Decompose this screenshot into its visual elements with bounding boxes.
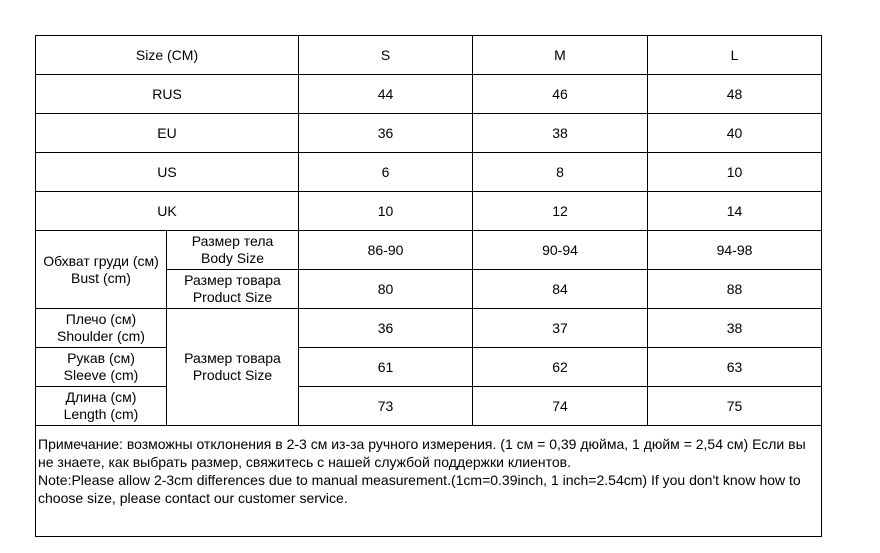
row-label: EU (36, 114, 299, 153)
row-label: US (36, 153, 299, 192)
cell-value: 74 (473, 387, 648, 426)
length-label-cell (36, 387, 167, 426)
shoulder-label-en: Shoulder (cm) (57, 328, 145, 344)
cell-value: 86-90 (299, 231, 473, 270)
header-row (36, 36, 822, 75)
sleeve-label-en: Sleeve (cm) (63, 367, 139, 383)
cell-value: 36 (299, 114, 473, 153)
size-header-cell: Size (CM) (36, 36, 299, 75)
shoulder-label-ru: Плечо (см) (65, 311, 137, 327)
table-row-eu (36, 114, 822, 153)
cell-value: 10 (299, 192, 473, 231)
cell-value: 6 (299, 153, 473, 192)
cell-value: 61 (299, 348, 473, 387)
sleeve-label-cell (36, 348, 167, 387)
length-label-ru: Длина (см) (65, 389, 137, 405)
cell-value: 46 (473, 75, 648, 114)
body-size-label-ru: Размер тела (191, 233, 274, 249)
bust-label-cell (36, 231, 167, 309)
cell-value: 38 (648, 309, 822, 348)
size-chart-table (35, 35, 822, 537)
table-row-sleeve (36, 348, 822, 387)
row-label: UK (36, 192, 299, 231)
cell-value: 8 (473, 153, 648, 192)
cell-value: 94-98 (648, 231, 822, 270)
note-row (36, 426, 822, 537)
cell-value: 40 (648, 114, 822, 153)
body-size-label-en: Body Size (200, 250, 265, 266)
note-text-ru: Примечание: возможны отклонения в 2-3 см из-за ручного измерения. (1 см = 0,39 дюйма, 1 дюйм = 2,54 см) Если вы не знаете, как выбрать размер, свяжитесь с нашей службой поддержки клиентов. (38, 436, 806, 470)
cell-value: 62 (473, 348, 648, 387)
cell-value: 10 (648, 153, 822, 192)
product-size-label-ru: Размер товара (184, 350, 281, 366)
cell-value: 63 (648, 348, 822, 387)
cell-value: 84 (473, 270, 648, 309)
product-size-merged-cell (167, 309, 299, 426)
length-label-en: Length (cm) (63, 406, 139, 422)
product-size-label-en: Product Size (192, 289, 273, 305)
note-text-en: Note:Please allow 2-3cm differences due to manual measurement.(1cm=0.39inch, 1 inch=2.54cm) If you don't know how to choose size, please contact our customer service. (38, 472, 801, 506)
note-cell (36, 426, 822, 537)
cell-value: 88 (648, 270, 822, 309)
product-size-label-cell (167, 270, 299, 309)
product-size-label-en: Product Size (192, 367, 273, 383)
cell-value: 14 (648, 192, 822, 231)
cell-value: 44 (299, 75, 473, 114)
cell-value: 37 (473, 309, 648, 348)
table-row-uk (36, 192, 822, 231)
size-m-header: M (473, 36, 648, 75)
size-s-header: S (299, 36, 473, 75)
table-row-rus (36, 75, 822, 114)
product-size-label-ru: Размер товара (184, 272, 281, 288)
cell-value: 36 (299, 309, 473, 348)
cell-value: 12 (473, 192, 648, 231)
table-row-us (36, 153, 822, 192)
sleeve-label-ru: Рукав (см) (67, 350, 135, 366)
cell-value: 38 (473, 114, 648, 153)
row-label: RUS (36, 75, 299, 114)
body-size-label-cell (167, 231, 299, 270)
table-row-shoulder (36, 309, 822, 348)
table-row-length (36, 387, 822, 426)
cell-value: 75 (648, 387, 822, 426)
size-l-header: L (648, 36, 822, 75)
cell-value: 80 (299, 270, 473, 309)
table-row-bust-body (36, 231, 822, 270)
cell-value: 90-94 (473, 231, 648, 270)
cell-value: 48 (648, 75, 822, 114)
bust-label-ru: Обхват груди (см) (43, 252, 159, 269)
cell-value: 73 (299, 387, 473, 426)
bust-label-en: Bust (cm) (71, 269, 131, 286)
shoulder-label-cell (36, 309, 167, 348)
